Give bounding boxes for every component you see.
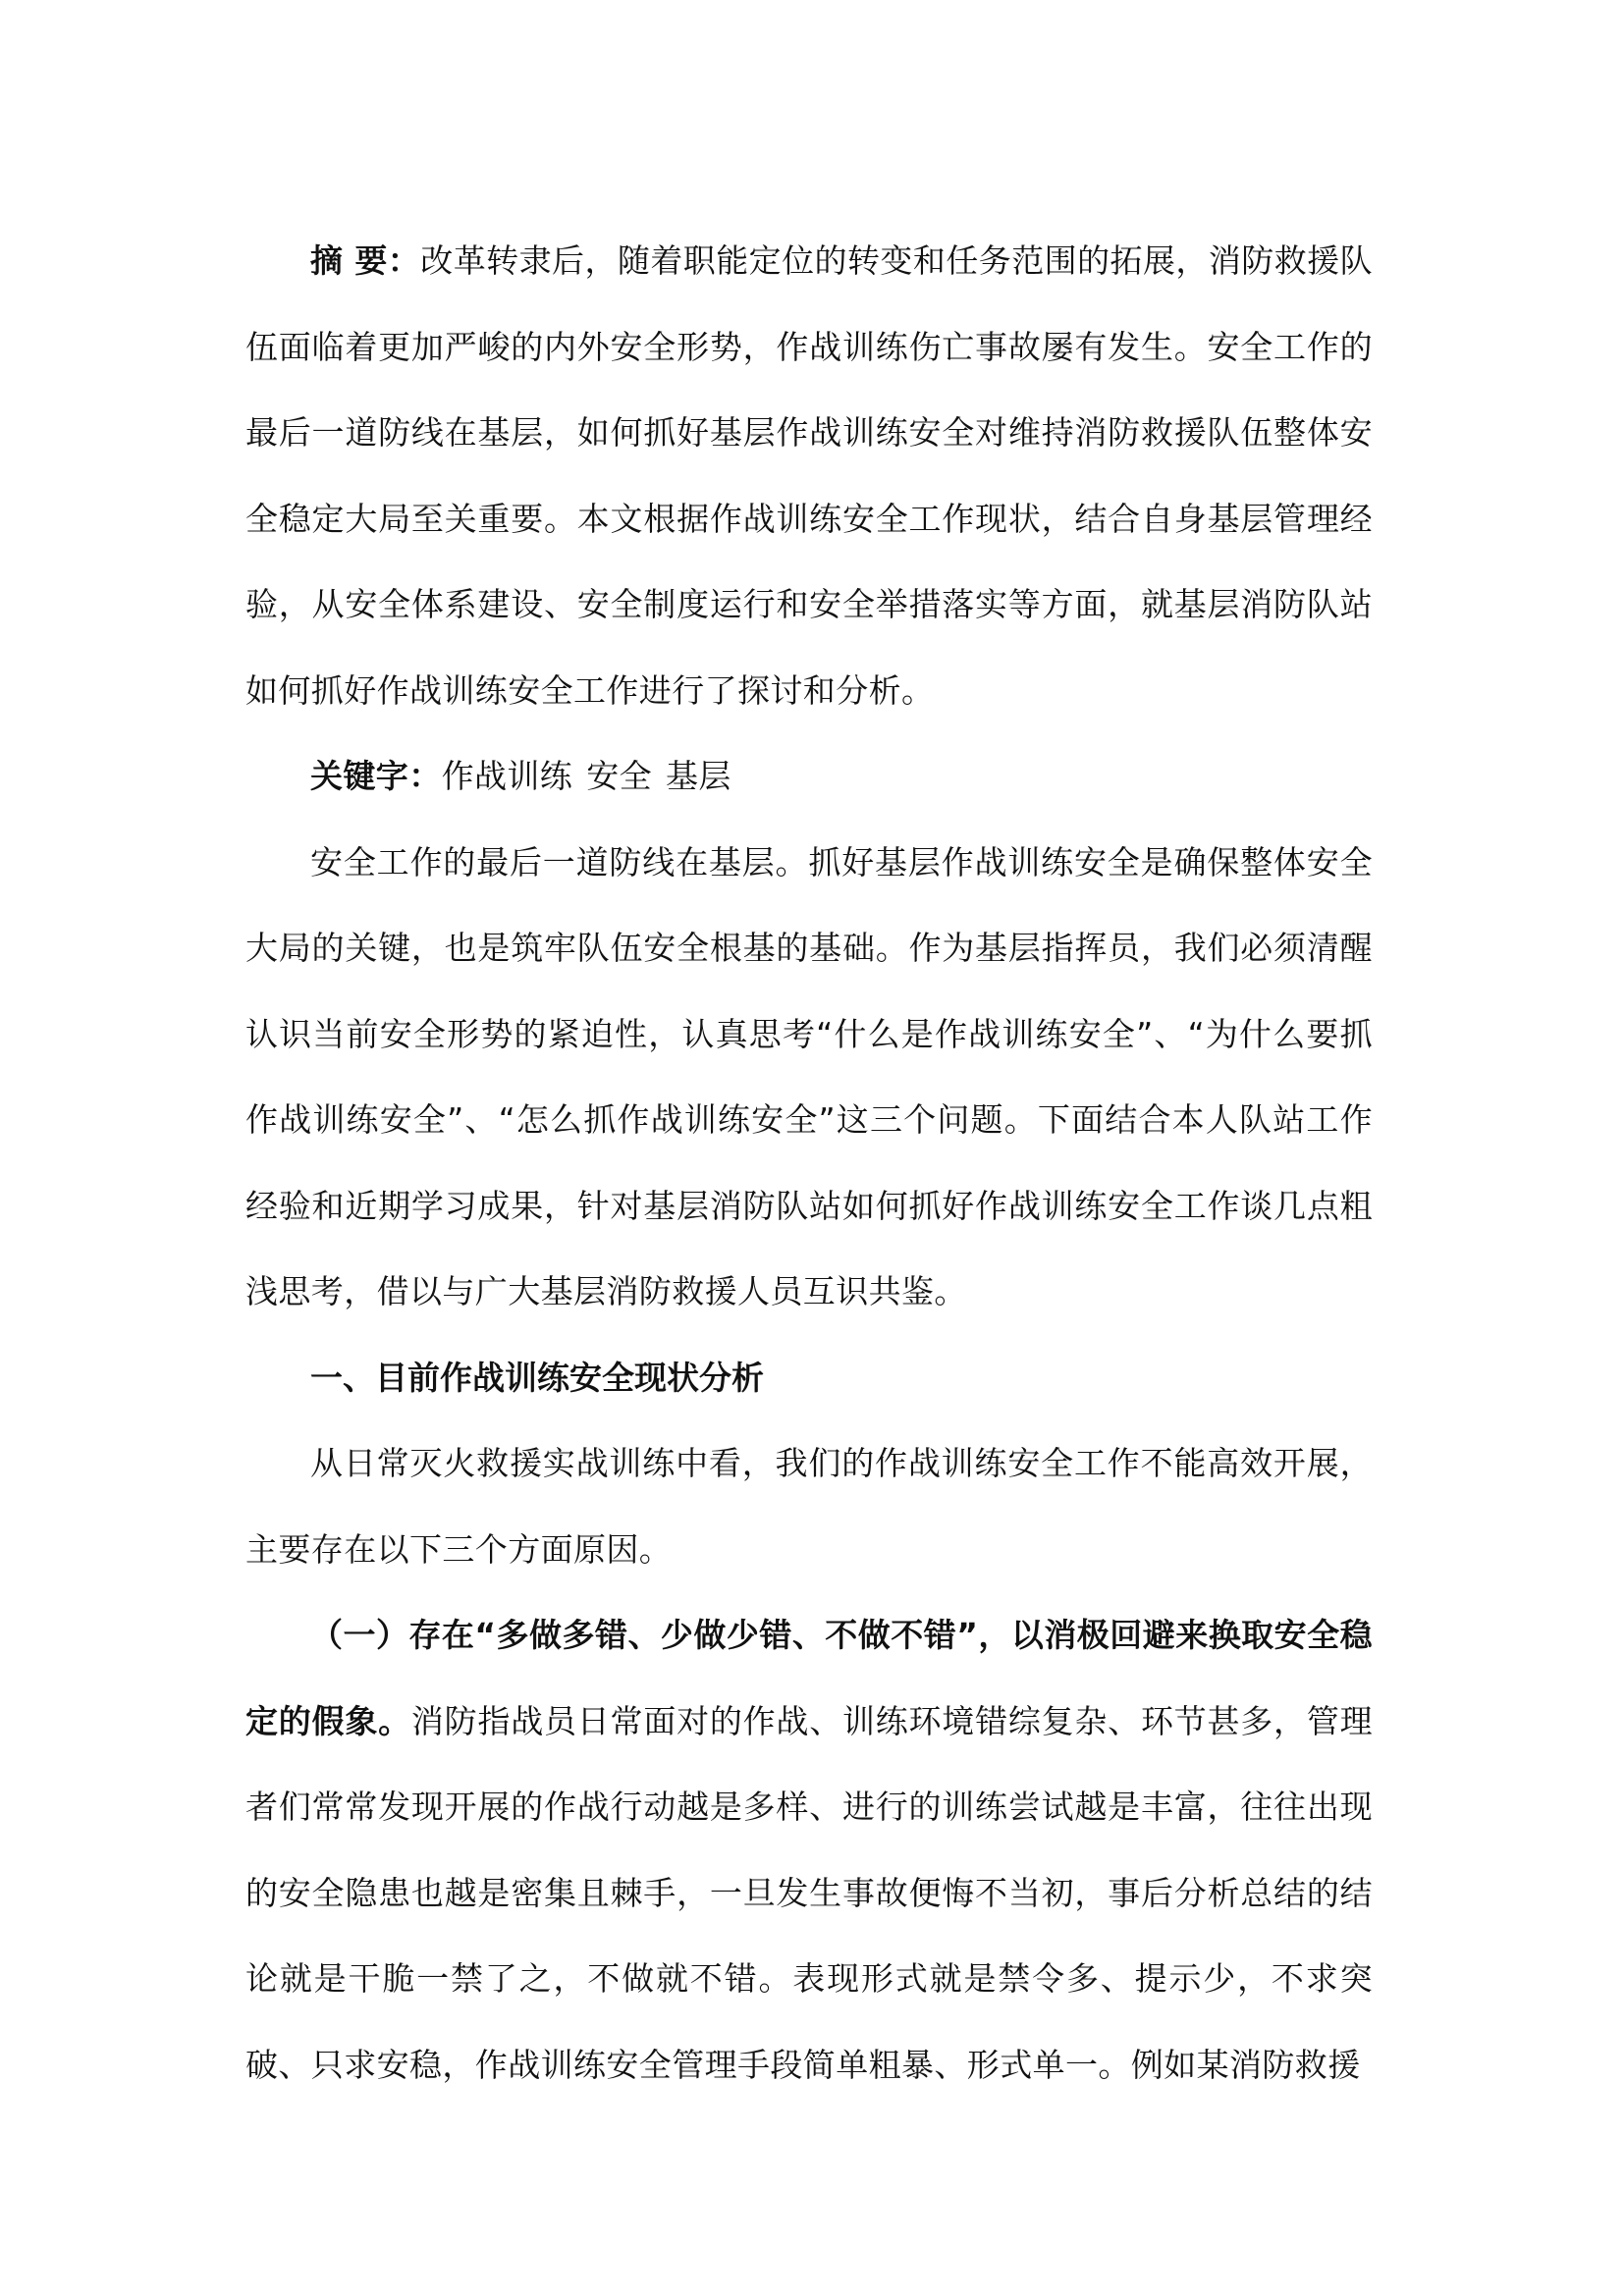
subsection-paragraph	[245, 1592, 1373, 2108]
keyword-item: 安全	[586, 757, 653, 795]
subsection-heading: （一）存在“多做多错、少做少错、不做不错”，以消极回避来换取安全稳定的假象。	[245, 1616, 1373, 1740]
abstract-paragraph	[245, 218, 1373, 733]
intro-paragraph: 安全工作的最后一道防线在基层。抓好基层作战训练安全是确保整体安全大局的关键，也是筑牢队伍安全根基的基础。作为基层指挥员，我们必须清醒认识当前安全形势的紧迫性，认真思考“什么是作战训练安全”、“为什么要抓作战训练安全”、“怎么抓作战训练安全”这三个问题。下面结合本人队站工作经验和近期学习成果，针对基层消防队站如何抓好作战训练安全工作谈几点粗浅思考，借以与广大基层消防救援人员互识共鉴。	[245, 842, 1373, 1310]
section-paragraph: 从日常灭火救援实战训练中看，我们的作战训练安全工作不能高效开展，主要存在以下三个方面原因。	[245, 1444, 1373, 1569]
abstract-label: 摘 要：	[310, 241, 421, 280]
keyword-item: 作战训练	[441, 757, 573, 795]
section-heading: 一、目前作战训练安全现状分析	[310, 1358, 764, 1397]
abstract-text: 改革转隶后，随着职能定位的转变和任务范围的拓展，消防救援队伍面临着更加严峻的内外安全形势，作战训练伤亡事故屡有发生。安全工作的最后一道防线在基层，如何抓好基层作战训练安全对维持消防救援队伍整体安全稳定大局至关重要。本文根据作战训练安全工作现状，结合自身基层管理经验，从安全体系建设、安全制度运行和安全举措落实等方面，就基层消防队站如何抓好作战训练安全工作进行了探讨和分析。	[245, 241, 1374, 710]
document-body	[245, 218, 1373, 2108]
keywords-label: 关键字：	[310, 757, 442, 795]
keywords-paragraph	[245, 733, 1373, 820]
subsection-text: 消防指战员日常面对的作战、训练环境错综复杂、环节甚多，管理者们常常发现开展的作战行动越是多样、进行的训练尝试越是丰富，往往出现的安全隐患也越是密集且棘手，一旦发生事故便悔不当初，事后分析总结的结论就是干脆一禁了之，不做就不错。表现形式就是禁令多、提示少，不求突破、只求安稳，作战训练安全管理手段简单粗暴、形式单一。例如某消防救援	[245, 1701, 1374, 2084]
keyword-item: 基层	[666, 757, 731, 795]
